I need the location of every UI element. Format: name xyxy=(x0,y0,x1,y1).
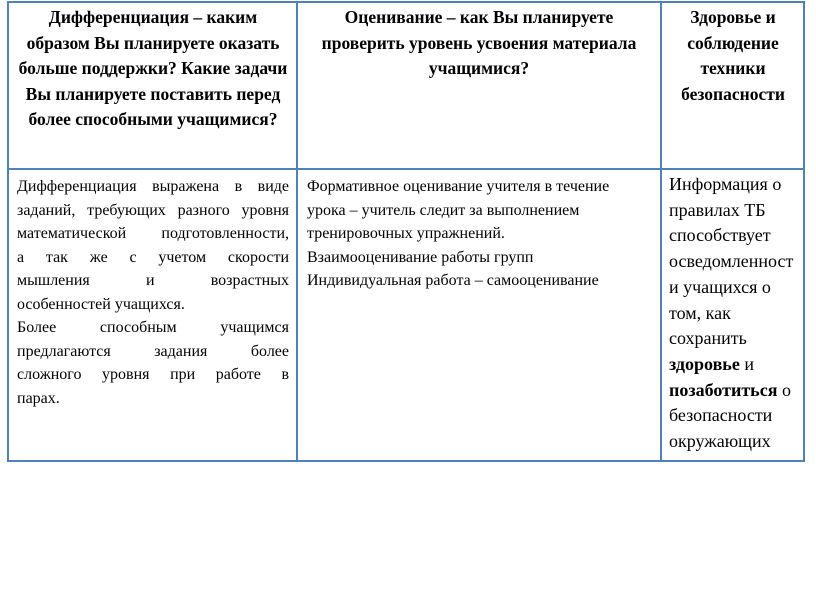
text-line: тренировочных упражнений. xyxy=(307,225,505,242)
health-text-1: Информация о правилах ТБ способствует осведомленност и учащихся о том, как сохранить xyxy=(669,174,794,349)
text-line: особенностей учащихся. xyxy=(17,295,185,313)
cell-health-safety xyxy=(669,172,801,455)
header-health-safety: Здоровье и соблюдение техники безопасности xyxy=(681,7,785,104)
text-line: предлагаются задания более xyxy=(17,342,289,360)
text-line: парах. xyxy=(17,389,60,407)
health-text-2: и xyxy=(739,353,754,374)
text-line: Индивидуальная работа – самооценивание xyxy=(307,272,599,289)
row-divider xyxy=(9,168,803,170)
header-differentiation: Дифференциация – каким образом Вы планируете оказать больше поддержки? Какие задачи Вы планируете поставить перед более способными учащимися? xyxy=(18,7,288,129)
column-divider-1 xyxy=(296,3,298,460)
cell-differentiation xyxy=(17,175,289,410)
text-line: Взаимооценивание работы групп xyxy=(307,248,534,266)
column-divider-2 xyxy=(660,3,662,460)
text-line: урока – учитель следит за выполнением xyxy=(307,201,580,219)
text-line: сложного уровня при работе в xyxy=(17,366,289,383)
cell-assessment xyxy=(307,175,657,293)
health-bold-2: позаботиться xyxy=(669,379,778,400)
text-line: Дифференциация выражена в виде xyxy=(17,178,289,195)
text-line: Более способным учащимся xyxy=(17,319,289,336)
text-line: мышления и возрастных xyxy=(17,272,289,289)
text-line: Формативное оценивание учителя в течение xyxy=(307,178,610,195)
text-line: математической подготовленности, xyxy=(17,225,289,242)
health-text-3: о безопасности окружающих xyxy=(669,379,791,452)
lesson-plan-table xyxy=(7,1,805,462)
text-line: а так же с учетом скорости xyxy=(17,248,289,266)
text-line: заданий, требующих разного уровня xyxy=(17,201,289,219)
health-bold-1: здоровье xyxy=(669,353,740,374)
header-assessment: Оценивание – как Вы планируете проверить уровень усвоения материала учащимися? xyxy=(321,7,637,78)
